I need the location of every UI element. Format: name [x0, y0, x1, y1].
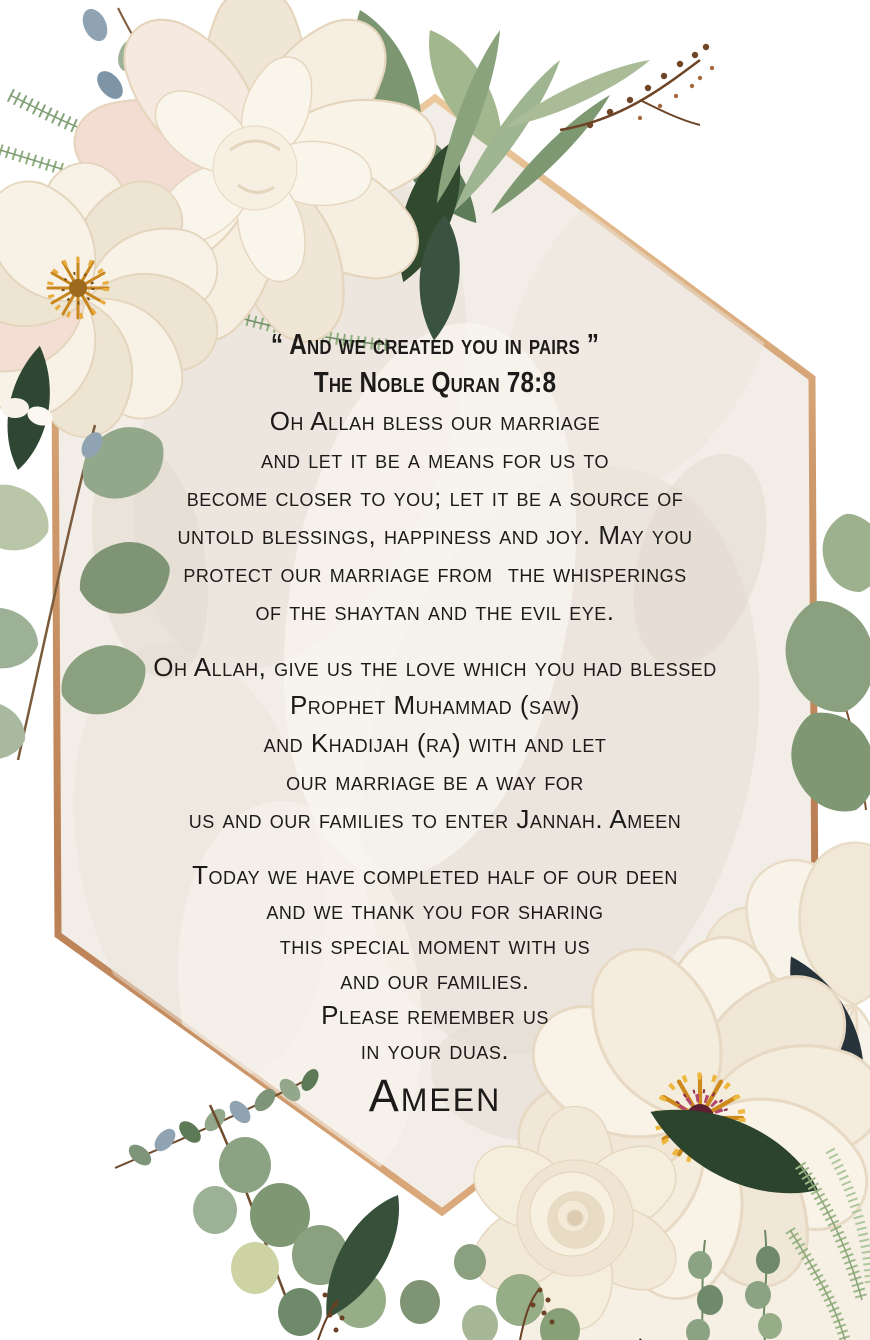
- prayer-line: Oh Allah bless our marriage: [269, 406, 601, 436]
- prayer-line: protect our marriage from the whisperings: [183, 558, 687, 588]
- prayer-paragraph-3: [50, 858, 820, 1068]
- prayer-line: Oh Allah, give us the love which you had blessed: [153, 652, 717, 682]
- prayer-line: of the shaytan and the evil eye.: [255, 596, 615, 626]
- prayer-line: Today we have completed half of our deen: [192, 860, 678, 890]
- prayer-line: Please remember us: [321, 1000, 549, 1030]
- prayer-line: and let it be a means for us to: [261, 444, 609, 474]
- prayer-line: our marriage be a way for: [286, 766, 584, 796]
- quote-line: “ And we created you in pairs ”: [270, 329, 600, 361]
- prayer-line: become closer to you; let it be a source of: [186, 482, 684, 512]
- prayer-line: Prophet Muhammad (saw): [289, 690, 581, 720]
- prayer-paragraph-1: [50, 402, 820, 630]
- prayer-line: and our families.: [340, 965, 530, 995]
- prayer-text: [50, 326, 820, 1122]
- paragraph-gap: [50, 838, 820, 858]
- prayer-line: this special moment with us: [279, 930, 591, 960]
- prayer-line: us and our families to enter Jannah. Ameen: [188, 804, 682, 834]
- closing-ameen: Ameen: [368, 1070, 502, 1121]
- prayer-line: untold blessings, happiness and joy. May you: [177, 520, 693, 550]
- prayer-line: in your duas.: [360, 1035, 510, 1065]
- prayer-paragraph-2: [50, 648, 820, 838]
- source-line: The Noble Quran 78:8: [313, 367, 557, 399]
- paragraph-gap: [50, 630, 820, 648]
- prayer-line: and we thank you for sharing: [266, 895, 604, 925]
- prayer-line: and Khadijah (ra) with and let: [263, 728, 607, 758]
